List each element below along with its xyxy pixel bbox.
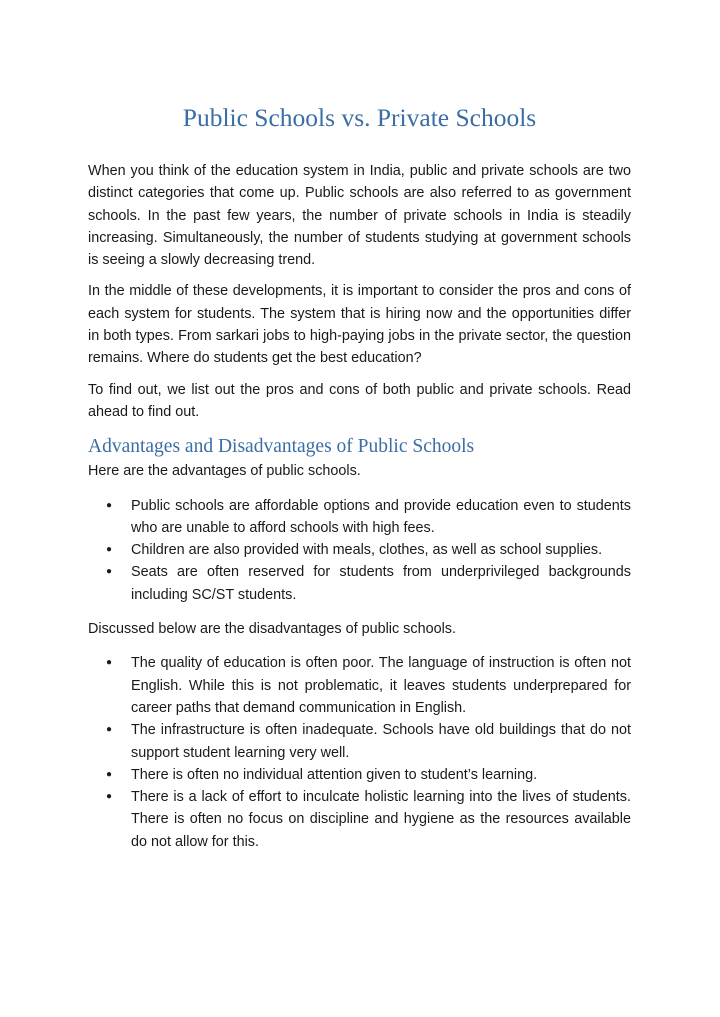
disadvantages-list <box>88 652 631 853</box>
bullet-icon: ● <box>106 768 113 780</box>
advantages-list <box>88 495 631 606</box>
list-item <box>88 764 631 786</box>
bullet-icon: ● <box>106 544 113 556</box>
list-item-text: Seats are often reserved for students from underprivileged backgrounds including SC/ST students. <box>131 564 631 603</box>
list-item-text: There is often no individual attention given to student’s learning. <box>131 766 538 783</box>
list-item-text: There is a lack of effort to inculcate holistic learning into the lives of students. There is often no focus on discipline and hygiene as the resources available do not allow for this. <box>131 789 631 850</box>
read-ahead-paragraph: To find out, we list out the pros and cons of both public and private schools. Read ahead to find out. <box>88 381 631 420</box>
list-item-text: Children are also provided with meals, clothes, as well as school supplies. <box>131 542 603 559</box>
document-body <box>88 100 631 865</box>
list-item-text: The infrastructure is often inadequate. Schools have old buildings that do not support student learning very well. <box>131 722 631 761</box>
list-item <box>88 495 631 540</box>
bullet-icon: ● <box>106 724 113 736</box>
list-item <box>88 719 631 764</box>
bullet-icon: ● <box>106 657 113 669</box>
disadvantages-intro: Discussed below are the disadvantages of public schools. <box>88 621 456 638</box>
intro-paragraph: When you think of the education system in India, public and private schools are two distinct categories that come up. Public schools are also referred to as government schools. In the past few years, the number of private schools in India is steadily increasing. Simultaneously, the number of students studying at government schools is seeing a slowly decreasing trend. <box>88 163 631 269</box>
section-heading: Advantages and Disadvantages of Public Schools <box>88 436 475 458</box>
pros-cons-paragraph: In the middle of these developments, it is important to consider the pros and cons of each system for students. The system that is hiring now and the opportunities differ in both types. From sarkari jobs to high-paying jobs in the private sector, the question remains. Where do students get the best education? <box>88 283 631 367</box>
page-title: Public Schools vs. Private Schools <box>182 103 537 132</box>
list-item <box>88 539 631 561</box>
bullet-icon: ● <box>106 566 113 578</box>
list-item <box>88 786 631 853</box>
list-item <box>88 652 631 719</box>
advantages-intro: Here are the advantages of public schools. <box>88 463 361 480</box>
list-item-text: The quality of education is often poor. The language of instruction is often not English. While this is not problematic, it leaves students underprepared for career paths that demand communication in English. <box>131 655 631 716</box>
bullet-icon: ● <box>106 791 113 803</box>
list-item-text: Public schools are affordable options and provide education even to students who are unable to afford schools with high fees. <box>131 497 631 536</box>
bullet-icon: ● <box>106 499 113 511</box>
list-item <box>88 561 631 606</box>
